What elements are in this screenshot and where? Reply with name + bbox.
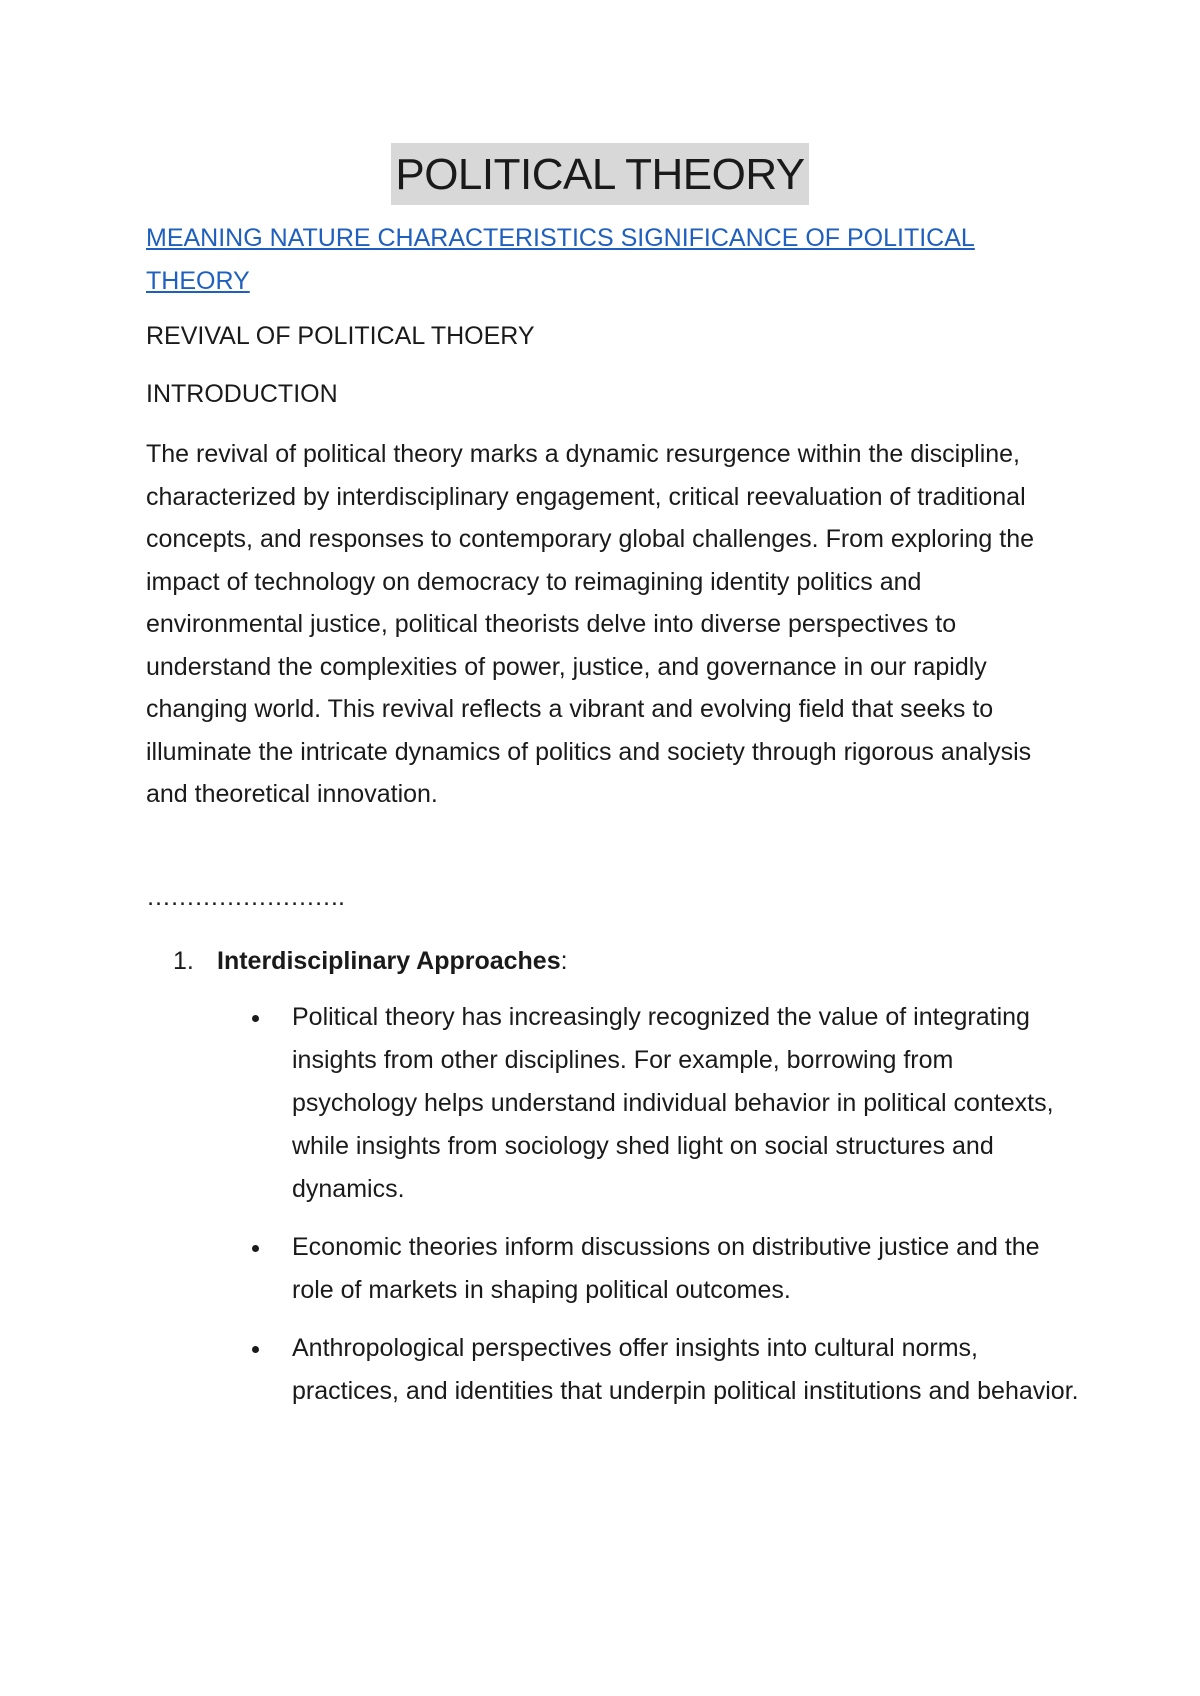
separator-dots: …………………….: [146, 883, 344, 911]
bullet-icon: [252, 1245, 259, 1252]
list-item: [252, 1327, 1082, 1413]
numbered-item-1: [173, 940, 568, 983]
bullet-text: Political theory has increasingly recognized the value of integrating insights from other disciplines. For example, borrowing from psychology helps understand individual behavior in political contexts, while insights from sociology shed light on social structures and dynamics.: [292, 1003, 1054, 1203]
list-item: [252, 996, 1082, 1211]
section-subtitle: REVIVAL OF POLITICAL THOERY: [146, 322, 535, 350]
bullet-text: Economic theories inform discussions on distributive justice and the role of markets in shaping political outcomes.: [292, 1233, 1040, 1304]
item-heading: Interdisciplinary Approaches: [217, 947, 561, 975]
intro-heading: INTRODUCTION: [146, 380, 338, 408]
title-container: [0, 143, 1200, 205]
bullet-list: [252, 996, 1082, 1428]
bullet-icon: [252, 1346, 259, 1353]
bullet-text: Anthropological perspectives offer insights into cultural norms, practices, and identities that underpin political institutions and behavior.: [292, 1334, 1079, 1405]
topic-link[interactable]: MEANING NATURE CHARACTERISTICS SIGNIFICANCE OF POLITICAL THEORY: [146, 224, 975, 295]
intro-paragraph: The revival of political theory marks a dynamic resurgence within the discipline, characterized by interdisciplinary engagement, critical reevaluation of traditional concepts, and responses to contemporary global challenges. From exploring the impact of technology on democracy to reimagining identity politics and environmental justice, political theorists delve into diverse perspectives to understand the complexities of power, justice, and governance in our rapidly changing world. This revival reflects a vibrant and evolving field that seeks to illuminate the intricate dynamics of politics and society through rigorous analysis and theoretical innovation.: [146, 440, 1035, 808]
item-number: 1.: [173, 947, 194, 975]
item-colon: :: [560, 947, 568, 975]
list-item: [252, 1226, 1082, 1312]
page-title: POLITICAL THEORY: [391, 143, 808, 205]
bullet-icon: [252, 1015, 259, 1022]
